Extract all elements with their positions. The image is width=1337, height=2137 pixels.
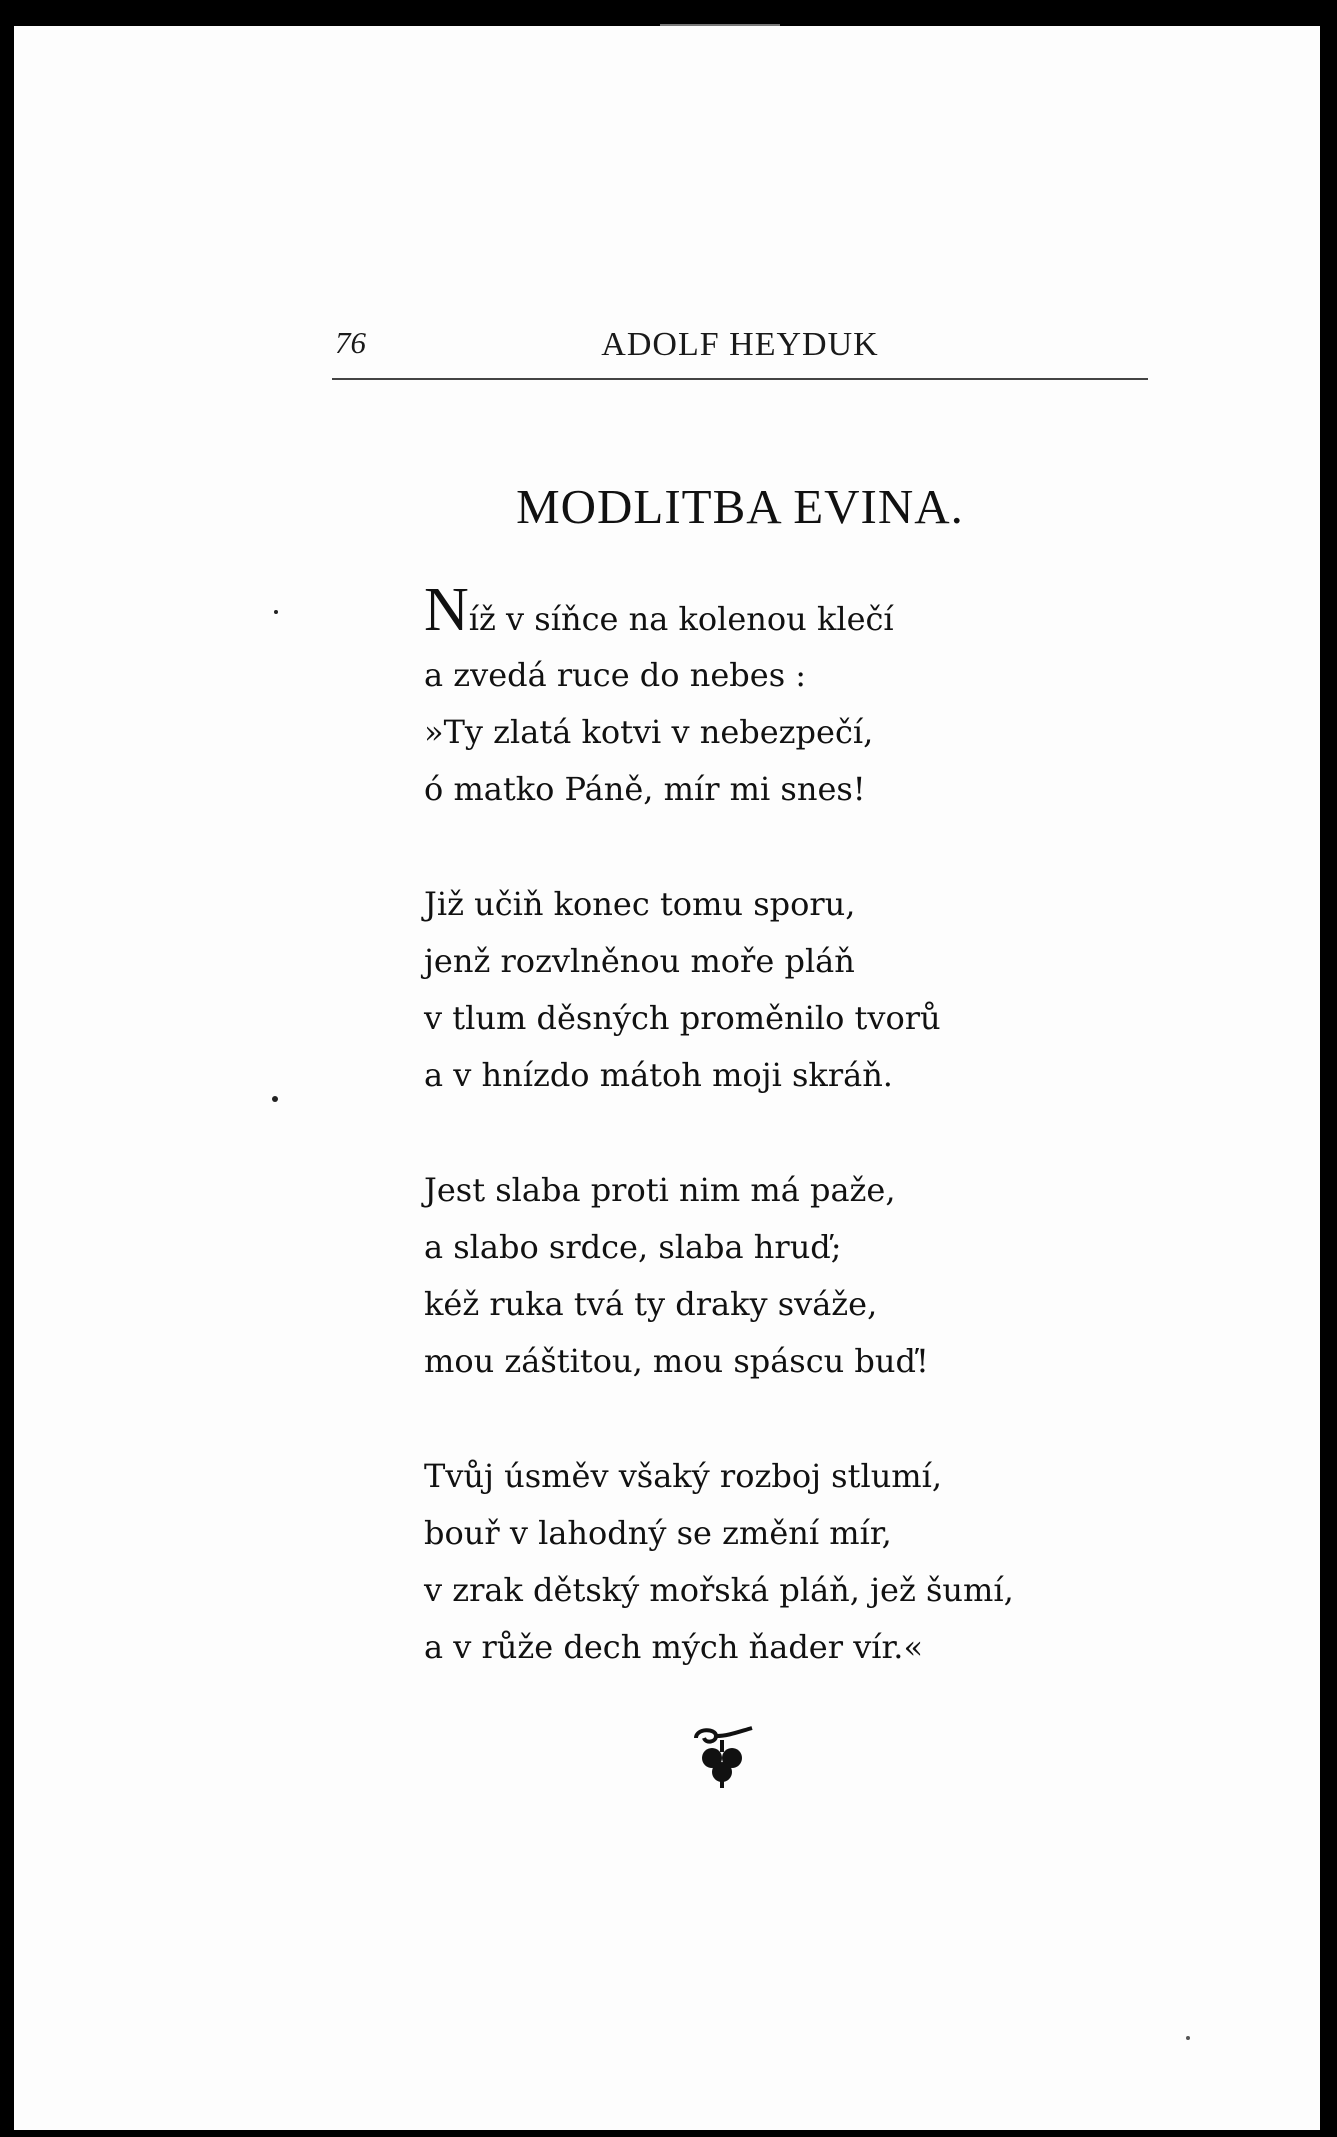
print-speck (272, 1096, 278, 1102)
poem-line: a v hnízdo mátoh moji skráň. (424, 1056, 893, 1094)
poem-line (424, 576, 1124, 647)
fleuron-icon (686, 1724, 758, 1790)
poem-title: MODLITBA EVINA. (516, 479, 964, 534)
poem-line: Již učiň konec tomu sporu, (424, 885, 856, 923)
stanza (424, 876, 1124, 1104)
poem-line-text: íž v síňce na kolenou klečí (468, 600, 894, 638)
poem-line: a zvedá ruce do nebes : (424, 656, 807, 694)
stanza (424, 576, 1124, 818)
poem-line: Tvůj úsměv všaký rozboj stlumí, (424, 1457, 943, 1495)
poem-line: a v růže dech mých ňader vír.« (424, 1628, 924, 1666)
poem-line: v tlum děsných proměnilo tvorů (424, 999, 941, 1037)
poem-line: bouř v lahodný se změní mír, (424, 1514, 892, 1552)
book-page (14, 26, 1320, 2130)
page-number: 76 (335, 325, 366, 360)
poem-line: jenž rozvlněnou moře pláň (424, 942, 855, 980)
poem-line: a slabo srdce, slaba hruď; (424, 1228, 842, 1266)
running-head: ADOLF HEYDUK (601, 326, 879, 363)
poem-line: kéž ruka tvá ty draky sváže, (424, 1285, 878, 1323)
page-header (332, 322, 1148, 380)
print-speck (274, 610, 278, 614)
poem-line: mou záštitou, mou spáscu buď! (424, 1342, 929, 1380)
poem-line: v zrak dětský mořská pláň, jež šumí, (424, 1571, 1014, 1609)
poem-line: ó matko Páně, mír mi snes! (424, 770, 866, 808)
print-speck (1186, 2036, 1190, 2040)
stanza (424, 1162, 1124, 1390)
stanza (424, 1448, 1124, 1676)
poem-line: Jest slaba proti nim má paže, (424, 1171, 896, 1209)
poem-body (424, 576, 1124, 1734)
poem-line: »Ty zlatá kotvi v nebezpečí, (424, 713, 874, 751)
drop-cap: N (424, 576, 469, 644)
